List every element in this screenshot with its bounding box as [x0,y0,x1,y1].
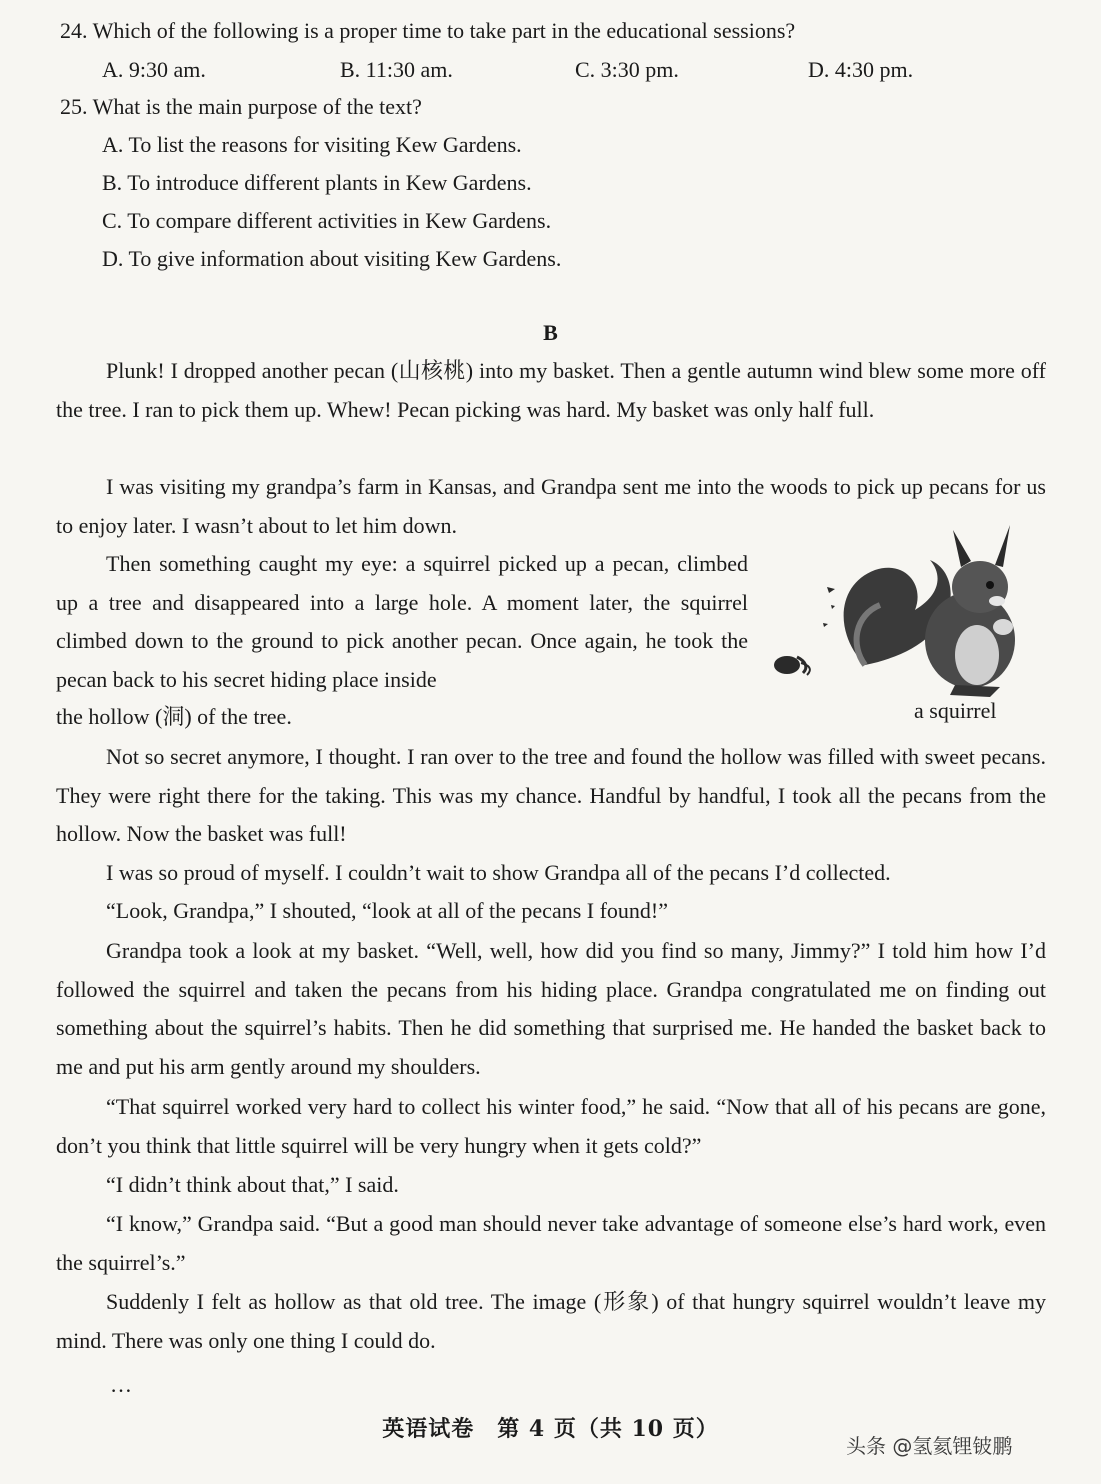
q25-option-c: C. To compare different activities in Kew Gardens. [102,208,552,233]
paragraph-3-end: the hollow (洞) of the tree. [56,704,292,729]
paragraph-5: I was so proud of myself. I couldn’t wait to show Grandpa all of the pecans I’d collected. [106,860,891,885]
question-24-stem: 24. Which of the following is a proper time to take part in the educational sessions? [60,18,796,43]
paragraph-1: Plunk! I dropped another pecan (山核桃) into my basket. Then a gentle autumn wind blew some more off the tree. I ran to pick them up. Whew! Pecan picking was hard. My basket was only half full. [56,358,1046,422]
q25-option-d: D. To give information about visiting Kew Gardens. [102,246,562,271]
q24-option-b: B. 11:30 am. [340,57,453,82]
paragraph-9: “I didn’t think about that,” I said. [106,1172,399,1197]
paragraph-10: “I know,” Grandpa said. “But a good man should never take advantage of someone else’s hard work, even the squirrel’s.” [56,1211,1046,1275]
figure-caption: a squirrel [914,698,997,723]
paragraph-11: Suddenly I felt as hollow as that old tree. The image (形象) of that hungry squirrel wouldn’t leave my mind. There was only one thing I could do. [56,1289,1046,1353]
paragraph-3: Then something caught my eye: a squirrel picked up a pecan, climbed up a tree and disappeared into a large hole. A moment later, the squirrel climbed down to the ground to pick another pecan. Once again, he took the pecan back to his secret hiding place inside [56,551,748,692]
paragraph-7: Grandpa took a look at my basket. “Well, well, how did you find so many, Jimmy?” I told him how I’d followed the squirrel and taken the pecans from his hiding place. Grandpa congratulated me on finding out something about the squirrel’s habits. Then he did something that surprised me. He handed the basket back to me and put his arm gently around my shoulders. [56,938,1046,1079]
page-footer: 英语试卷 第 4 页（共 10 页） [382,1416,719,1442]
paragraph-2: I was visiting my grandpa’s farm in Kansas, and Grandpa sent me into the woods to pick up pecans for us to enjoy later. I wasn’t about to let him down. [56,474,1046,538]
paragraph-6: “Look, Grandpa,” I shouted, “look at all of the pecans I found!” [106,898,669,923]
question-24-options [0,55,1101,85]
paragraph-8: “That squirrel worked very hard to collect his winter food,” he said. “Now that all of his pecans are gone, don’t you think that little squirrel will be very hungry when it gets cold?” [56,1094,1046,1158]
q25-option-b: B. To introduce different plants in Kew Gardens. [102,170,532,195]
q24-option-a: A. 9:30 am. [102,57,206,82]
section-heading: B [543,320,558,345]
squirrel-icon [765,515,1065,720]
q25-option-a: A. To list the reasons for visiting Kew Gardens. [102,132,522,157]
paragraph-4: Not so secret anymore, I thought. I ran over to the tree and found the hollow was filled with sweet pecans. They were right there for the taking. This was my chance. Handful by handful, I took all the pecans from the hollow. Now the basket was full! [56,744,1046,847]
q24-option-c: C. 3:30 pm. [575,57,679,82]
ellipsis: … [110,1372,134,1397]
question-25-stem: 25. What is the main purpose of the text? [60,94,422,119]
watermark: 头条 @氢氦锂铍鹏 [846,1434,1013,1458]
q24-option-d: D. 4:30 pm. [808,57,914,82]
squirrel-illustration [765,515,1065,720]
